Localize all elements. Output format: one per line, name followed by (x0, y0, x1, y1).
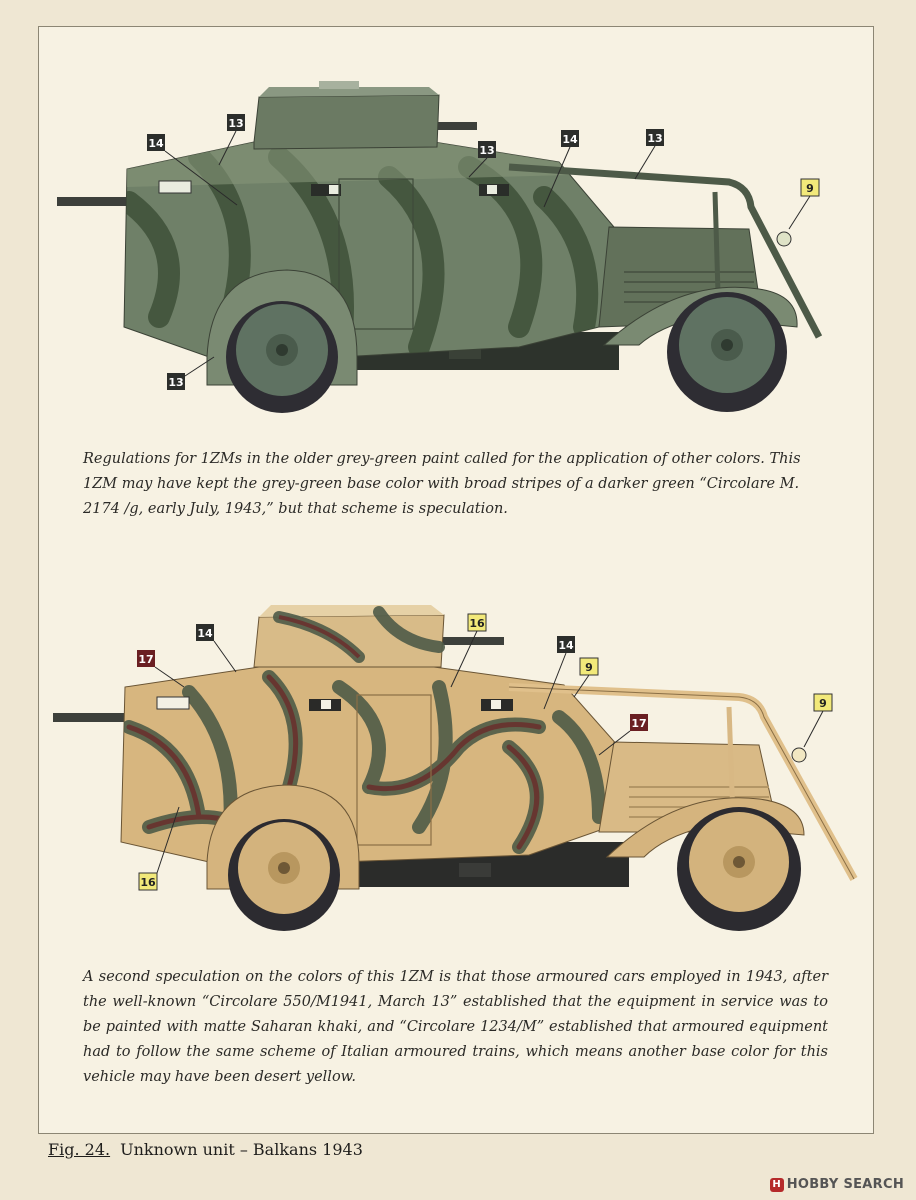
rear-machine-gun (57, 197, 129, 206)
color-ref-tag (557, 636, 575, 653)
svg-text:13: 13 (228, 117, 244, 130)
svg-text:14: 14 (197, 627, 213, 640)
color-ref-tag (468, 614, 486, 631)
svg-text:9: 9 (585, 661, 593, 674)
color-ref-tag (630, 714, 648, 731)
color-ref-tag (580, 658, 598, 675)
watermark-text: HOBBY SEARCH (786, 1177, 904, 1192)
rear-machine-gun (53, 713, 125, 722)
turret-machine-gun (434, 637, 504, 645)
caption-bottom: A second speculation on the colors of this 1ZM is that those armoured cars employed in 1943, after the well-known “Circolare 550/M1941, March 13” established that the equipment in service was to be painted with matte Saharan khaki, and “Circolare 1234/M” established that armoured equipment had to follow the same scheme of Italian armoured trains, which means another base color for this vehicle may have been desert yellow. (83, 969, 828, 1085)
color-ref-tag (167, 373, 185, 390)
color-ref-tag (646, 129, 664, 146)
color-ref-tag (227, 114, 245, 131)
color-ref-tag (801, 179, 819, 196)
rear-wheel (226, 301, 338, 413)
svg-text:16: 16 (140, 876, 156, 889)
svg-text:14: 14 (558, 639, 574, 652)
figure-number: Fig. 24. (48, 1140, 111, 1159)
svg-text:17: 17 (138, 653, 154, 666)
color-ref-tag (139, 873, 157, 890)
color-ref-tag (147, 134, 165, 151)
svg-text:9: 9 (806, 182, 814, 195)
armoured-car-grey-green (57, 81, 819, 413)
caption-top: Regulations for 1ZMs in the older grey-green paint called for the application of other colors. This 1ZM may have kept the grey-green base color with broad stripes of a darker green “Circolare M. 2174 /g, early July, 1943,” but that scheme is speculation. (83, 451, 801, 517)
illustration-panel (38, 26, 874, 1134)
rear-wheel (228, 819, 340, 931)
svg-text:13: 13 (168, 376, 184, 389)
svg-text:13: 13 (647, 132, 663, 145)
armoured-car-desert-yellow (53, 605, 854, 931)
front-wheel (667, 292, 787, 412)
svg-text:14: 14 (148, 137, 164, 150)
color-ref-tag (196, 624, 214, 641)
watermark (770, 1177, 904, 1192)
figure-caption (48, 1140, 363, 1159)
color-ref-tag (814, 694, 832, 711)
svg-text:16: 16 (469, 617, 485, 630)
svg-text:13: 13 (479, 144, 495, 157)
svg-text:9: 9 (819, 697, 827, 710)
svg-text:14: 14 (562, 133, 578, 146)
svg-text:17: 17 (631, 717, 647, 730)
figure-title: Unknown unit – Balkans 1943 (120, 1140, 363, 1159)
color-ref-tag (137, 650, 155, 667)
hobby-search-logo-icon: H (770, 1178, 784, 1192)
color-ref-tag (561, 130, 579, 147)
color-ref-tag (478, 141, 496, 158)
front-wheel (677, 807, 801, 931)
